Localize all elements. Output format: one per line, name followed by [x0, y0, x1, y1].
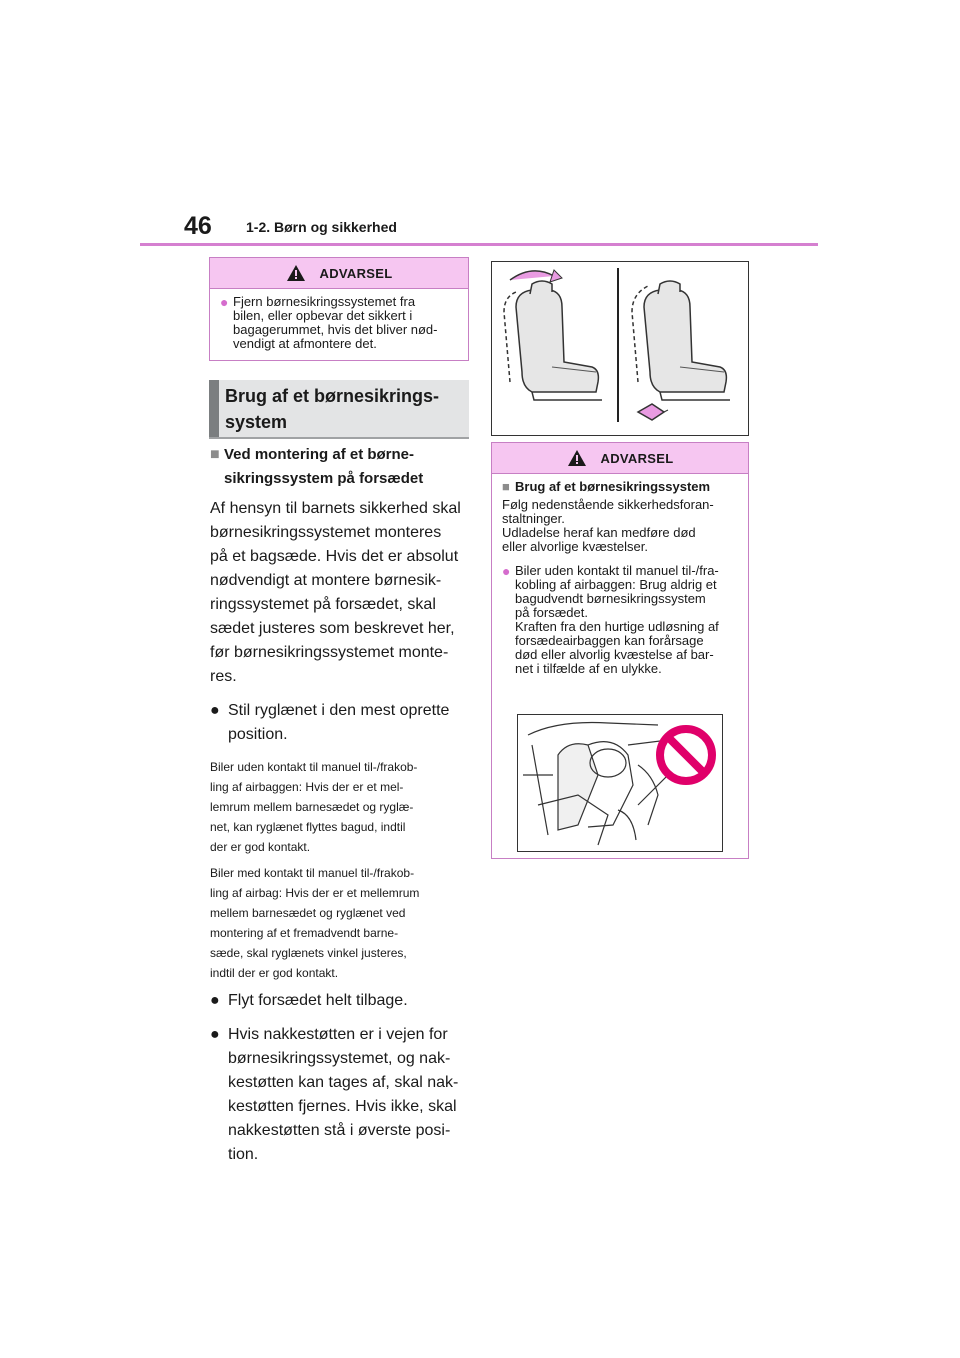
header-rule [140, 243, 818, 246]
warning-triangle-icon [567, 449, 587, 467]
list-item-text: Flyt forsædet helt tilbage. [228, 992, 408, 1009]
section-title: 1-2. Børn og sikkerhed [246, 219, 397, 235]
warning-text: Følg nedenstående sikkerhedsforan- staltninger. Udladelse heraf kan medføre død eller alvorlige kvæstelser. [502, 497, 714, 554]
seat-left-icon [504, 270, 602, 400]
note-paragraph: Biler uden kontakt til manuel til-/frakob- ling af airbaggen: Hvis der er et mel- lemrum mellem barnesædet og ryglæ- net, kan ryglænet flyttes bagud, indtil der er god kontakt. [210, 760, 418, 854]
subheading [210, 443, 470, 491]
warning-header [492, 443, 748, 474]
section-heading [209, 380, 469, 439]
warning-item-text: Biler uden kontakt til manuel til-/fra- kobling af airbaggen: Brug aldrig et bagudvendt børnesikringssystem på forsædet. Kraften fra den hurtige udløsning af forsædeairbaggen kan forårsage død eller alvorlig kvæstelse af bar- net i tilfælde af en ulykke. [515, 563, 719, 676]
bullet-dot-icon: ● [502, 563, 511, 579]
airbag-prohibition-illustration [517, 714, 723, 852]
note-paragraph: Biler med kontakt til manuel til-/frakob- ling af airbag: Hvis der er et mellemrum mellem barnesædet og ryglænet ved montering af et fremadvendt barne- sæde, skal ryglænets vinkel justeres, indtil der er god kontakt. [210, 866, 420, 980]
list-item [210, 989, 470, 1013]
warning-item-text: Fjern børnesikringssystemet fra bilen, eller opbevar det sikkert i bagagerummet, hvis det bliver nød- vendigt at afmontere det. [233, 294, 438, 351]
heading-text: Brug af et børnesikrings- system [225, 386, 440, 432]
warning-box-1 [209, 257, 469, 361]
list-item-text: Hvis nakkestøtten er i vejen for børnesikringssystemet, og nak- kestøtten kan tages af, skal nak- kestøtten fjernes. Hvis ikke, skal nakkestøtten stå i øverste posi- tion. [228, 1026, 459, 1163]
seat-right-icon [632, 281, 730, 420]
list-item-text: Stil ryglænet i den mest oprette position. [228, 702, 450, 743]
warning-header [210, 258, 468, 289]
bullet-icon: ● [210, 702, 220, 719]
car-interior-icon [523, 723, 672, 846]
list-item [210, 699, 470, 747]
seat-adjustment-illustration [491, 261, 749, 436]
prohibition-icon [660, 729, 712, 781]
warning-subheading-text: Brug af et børnesikringssystem [515, 479, 711, 494]
subheading-text: Ved montering af et børne- sikringssystem på forsædet [224, 446, 424, 487]
intro-paragraph: Af hensyn til barnets sikkerhed skal børnesikringssystemet monteres på et bagsæde. Hvis det er absolut nødvendigt at montere børnesik- ringssystemet på forsædet, skal sædet justeres som beskrevet her, før børnesikringssystemet monte- res. [210, 500, 461, 685]
warning-title: ADVARSEL [319, 265, 393, 281]
bullet-icon: ● [210, 992, 220, 1009]
heading-bar [209, 380, 219, 437]
warning-triangle-icon [286, 264, 306, 282]
page-number: 46 [184, 212, 212, 240]
bullet-dot-icon: ● [220, 294, 229, 310]
warning-title: ADVARSEL [600, 450, 674, 466]
list-item [210, 1023, 470, 1167]
main-column [210, 443, 470, 1177]
bullet-icon: ● [210, 1026, 220, 1043]
warning-item [502, 564, 738, 676]
warning-subheading [502, 480, 738, 494]
square-bullet-icon: ■ [210, 446, 220, 463]
warning-box-2 [491, 442, 749, 859]
warning-item [220, 295, 458, 351]
square-bullet-icon: ■ [502, 479, 510, 494]
